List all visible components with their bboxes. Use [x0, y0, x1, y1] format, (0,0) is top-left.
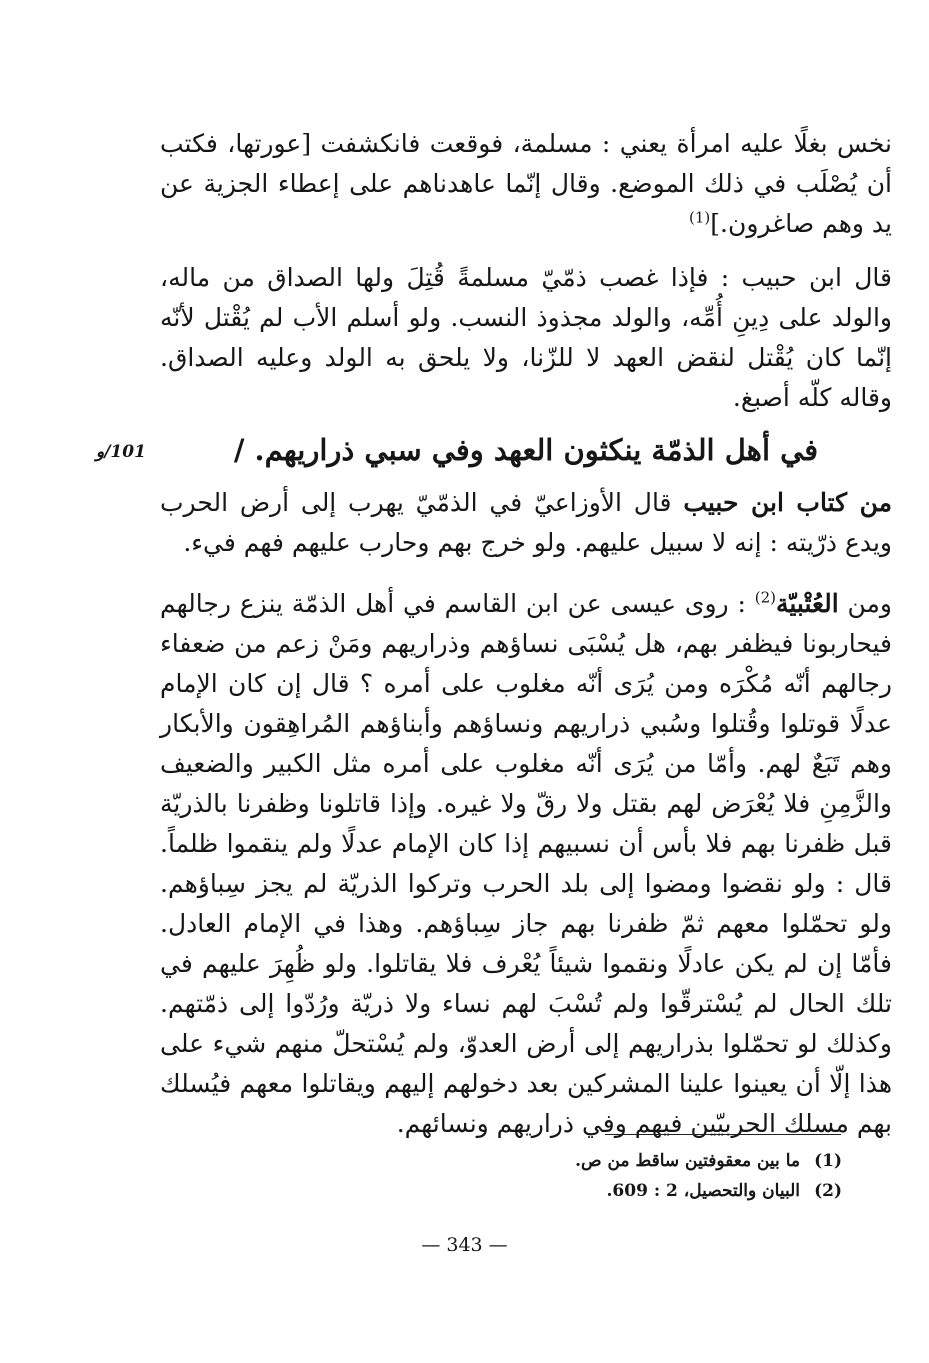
footnote-number: (2)	[814, 1181, 842, 1201]
footnote-item	[470, 1176, 842, 1206]
paragraph-3	[160, 483, 892, 563]
footnotes	[470, 1146, 842, 1206]
paragraph-2	[160, 258, 892, 418]
paragraph-2-text: قال ابن حبيب : فإذا غصب ذمّيّ مسلمةً قُتِلَ ولها الصداق من ماله، والولد على دِينِ أُمِّه، والولد مجذوذ النسب. ولو أسلم الأب لم يُقْتل لأنّه إنّما كان يُقْتل لنقض العهد لا للزّنا، ولا يلحق به الولد وعليه الصداق. وقاله كلّه أصبغ.	[160, 263, 892, 412]
paragraph-3-text: قال الأوزاعيّ في الذمّيّ يهرب إلى أرض الحرب ويدع ذرّيته : إنه لا سبيل عليهم. ولو خرج بهم وحارب عليهم فهم فيء.	[160, 488, 892, 557]
paragraph-4	[160, 584, 892, 1144]
folio-marker: 101/و	[96, 442, 146, 462]
paragraph-1-text: نخس بغلًا عليه امرأة يعني : مسلمة، فوقعت فانكشفت [عورتها، فكتب أن يُصْلَب في ذلك الموضع. وقال إنّما عاهدناهم على إعطاء الجزية عن يد وهم صاغرون.]	[160, 129, 892, 238]
paragraph-4-text: : روى عيسى عن ابن القاسم في أهل الذمّة ينزع رجالهم فيحاربونا فيظفر بهم، هل يُسْبَى نساؤهم وذراريهم ومَنْ زعم من ضعفاء رجالهم أنّه مُكْرَه ومن يُرَى أنّه مغلوب على أمره ؟ قال إن كان الإمام عدلًا قوتلوا وقُتلوا وسُبي ذراريهم ونساؤهم وأبناؤهم المُراهِقون والأبكار وهم تَبَعٌ لهم. وأمّا من يُرَى أنّه مغلوب على أمره مثل الكبير والضعيف والزَّمِنِ فلا يُعْرَض لهم بقتل ولا رقّ ولا غيره. وإذا قاتلونا وظفرنا بالذريّة قبل ظفرنا بهم فلا بأس أن نسبيهم إذا كان الإمام عدلًا ولم ينقموا ظلماً. قال : ولو نقضوا ومضوا إلى بلد الحرب وتركوا الذريّة لم يجز سِباؤهم. ولو تحمّلوا معهم ثمّ ظفرنا بهم جاز سِباؤهم. وهذا في الإمام العادل. فأمّا إن لم يكن عادلًا ونقموا شيئاً يُعْرف فلا يقاتلوا. ولو ظُهِرَ عليهم في تلك الحال لم يُسْترقّوا ولم تُسْبَ لهم نساء ولا ذريّة ورُدّوا إلى ذمّتهم. وكذلك لو تحمّلوا بذراريهم إلى أرض العدوّ، ولم يُسْتحلّ منهم شيء على هذا إلّا أن يعينوا علينا المشركين بعد دخولهم إليهم ويقاتلوا معهم فيُسلك بهم مسلك الحربيّين فيهم وفي ذراريهم ونسائهم.	[160, 589, 892, 1138]
footnote-divider	[605, 1134, 841, 1135]
footnote-ref-2[interactable]: (2)	[754, 588, 776, 607]
section-heading: في أهل الذمّة ينكثون العهد وفي سبي ذراريهم. /	[233, 433, 819, 467]
footnote-ref-1[interactable]: (1)	[689, 208, 711, 227]
footnote-text: ما بين معقوفتين ساقط من ص.	[575, 1151, 800, 1171]
footnote-number: (1)	[814, 1151, 842, 1171]
paragraph-4-source: العُتْبيّة	[775, 589, 839, 618]
paragraph-3-source: من كتاب ابن حبيب	[683, 488, 893, 517]
footnote-text: البيان والتحصيل، 2 : 609.	[606, 1181, 800, 1201]
footnote-item	[470, 1146, 842, 1176]
page-number: — 343 —	[421, 1234, 508, 1256]
paragraph-1	[160, 124, 892, 244]
paragraph-4-lead: ومن	[838, 589, 892, 618]
